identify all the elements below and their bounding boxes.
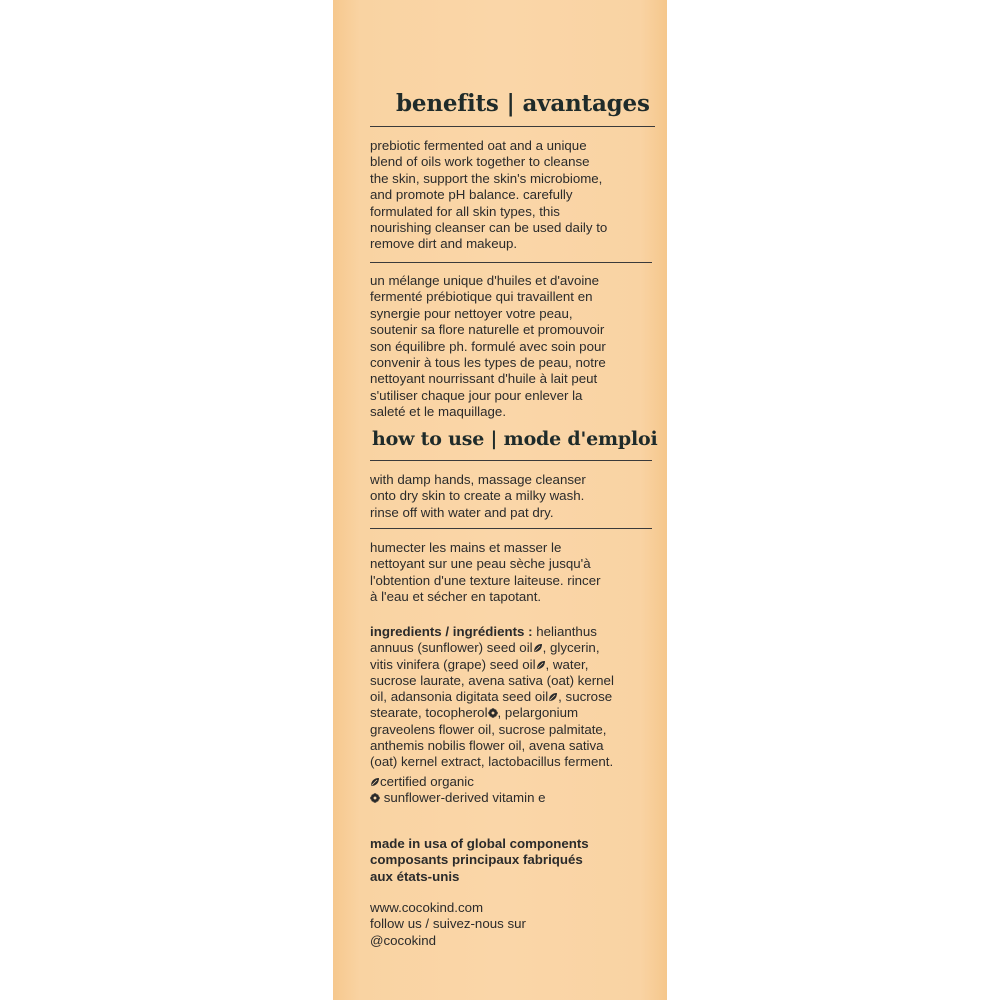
ingredient-text: graveolens flower oil, sucrose palmitate,	[370, 721, 607, 737]
ingredient-text: (oat) kernel extract, lactobacillus ferment.	[370, 754, 614, 770]
ingredient-text: vitis vinifera (grape) seed oil	[370, 656, 536, 672]
text-line: nettoyant sur une peau sèche jusqu'à	[370, 556, 591, 572]
leaf-icon	[548, 692, 558, 702]
origin-statement	[370, 836, 655, 885]
legend-vitamin: sunflower-derived vitamin e	[383, 790, 546, 806]
legend-organic: certified organic	[380, 774, 474, 789]
social-handle: @cocokind	[370, 932, 436, 948]
how-to-use-text-fr	[370, 540, 655, 606]
ingredient-text: annuus (sunflower) seed oil	[370, 640, 533, 656]
ingredients-legend	[370, 774, 660, 807]
website-link[interactable]: www.cocokind.com	[370, 900, 484, 915]
text-line: un mélange unique d'huiles et d'avoine	[370, 273, 600, 288]
how-to-use-heading-rule	[370, 460, 652, 461]
ingredient-text: stearate, tocopherol	[370, 705, 488, 721]
ingredients-list	[370, 624, 660, 771]
text-line: with damp hands, massage cleanser	[370, 472, 586, 487]
sunflower-icon	[370, 793, 380, 803]
text-line: son équilibre ph. formulé avec soin pour	[370, 338, 606, 354]
ingredient-text: , sucrose	[558, 689, 613, 705]
text-line: rinse off with water and pat dry.	[370, 504, 554, 520]
leaf-icon	[370, 777, 380, 787]
text-line: convenir à tous les types de peau, notre	[370, 355, 606, 371]
sunflower-icon	[488, 708, 498, 718]
text-line: nourishing cleanser can be used daily to	[370, 220, 608, 236]
benefits-divider	[370, 262, 652, 263]
benefits-text-fr	[370, 273, 655, 421]
ingredient-text: , pelargonium	[497, 705, 579, 721]
how-to-use-text-en	[370, 472, 655, 521]
leaf-icon	[536, 660, 546, 670]
ingredients-label: ingredients / ingrédients :	[370, 624, 533, 639]
text-line: fermenté prébiotique qui travaillent en	[370, 289, 593, 305]
text-line: s'utiliser chaque jour pour enlever la	[370, 387, 583, 403]
ingredient-text: oil, adansonia digitata seed oil	[370, 689, 549, 705]
text-line: composants principaux fabriqués	[370, 852, 583, 868]
text-line: follow us / suivez-nous sur	[370, 916, 526, 932]
text-line: the skin, support the skin's microbiome,	[370, 170, 603, 186]
ingredient-text: , water,	[545, 656, 589, 672]
how-to-use-divider	[370, 528, 652, 529]
text-line: synergie pour nettoyer votre peau,	[370, 305, 573, 321]
ingredient-text: anthemis nobilis flower oil, avena sativa	[370, 738, 604, 754]
text-line: humecter les mains et masser le	[370, 540, 562, 555]
benefits-text-en	[370, 138, 655, 253]
benefits-heading: benefits | avantages	[396, 90, 650, 117]
text-line: saleté et le maquillage.	[370, 404, 507, 420]
text-line: and promote pH balance. carefully	[370, 187, 573, 203]
leaf-icon	[533, 643, 543, 653]
text-line: formulated for all skin types, this	[370, 203, 560, 219]
text-line: soutenir sa flore naturelle et promouvoir	[370, 322, 605, 338]
text-line: prebiotic fermented oat and a unique	[370, 138, 587, 153]
ingredient-text: , glycerin,	[542, 640, 600, 656]
text-line: made in usa of global components	[370, 836, 589, 851]
text-line: nettoyant nourrissant d'huile à lait peut	[370, 371, 598, 387]
text-line: à l'eau et sécher en tapotant.	[370, 589, 542, 605]
contact-info	[370, 900, 655, 949]
ingredient-text: sucrose laurate, avena sativa (oat) kernel	[370, 672, 614, 688]
text-line: remove dirt and makeup.	[370, 236, 518, 252]
text-line: aux états-unis	[370, 868, 460, 884]
text-line: onto dry skin to create a milky wash.	[370, 488, 585, 504]
ingredient-text: helianthus	[536, 624, 597, 639]
how-to-use-heading: how to use | mode d'emploi	[372, 428, 658, 450]
text-line: blend of oils work together to cleanse	[370, 154, 590, 170]
benefits-heading-rule	[370, 126, 655, 127]
text-line: l'obtention d'une texture laiteuse. rincer	[370, 572, 601, 588]
